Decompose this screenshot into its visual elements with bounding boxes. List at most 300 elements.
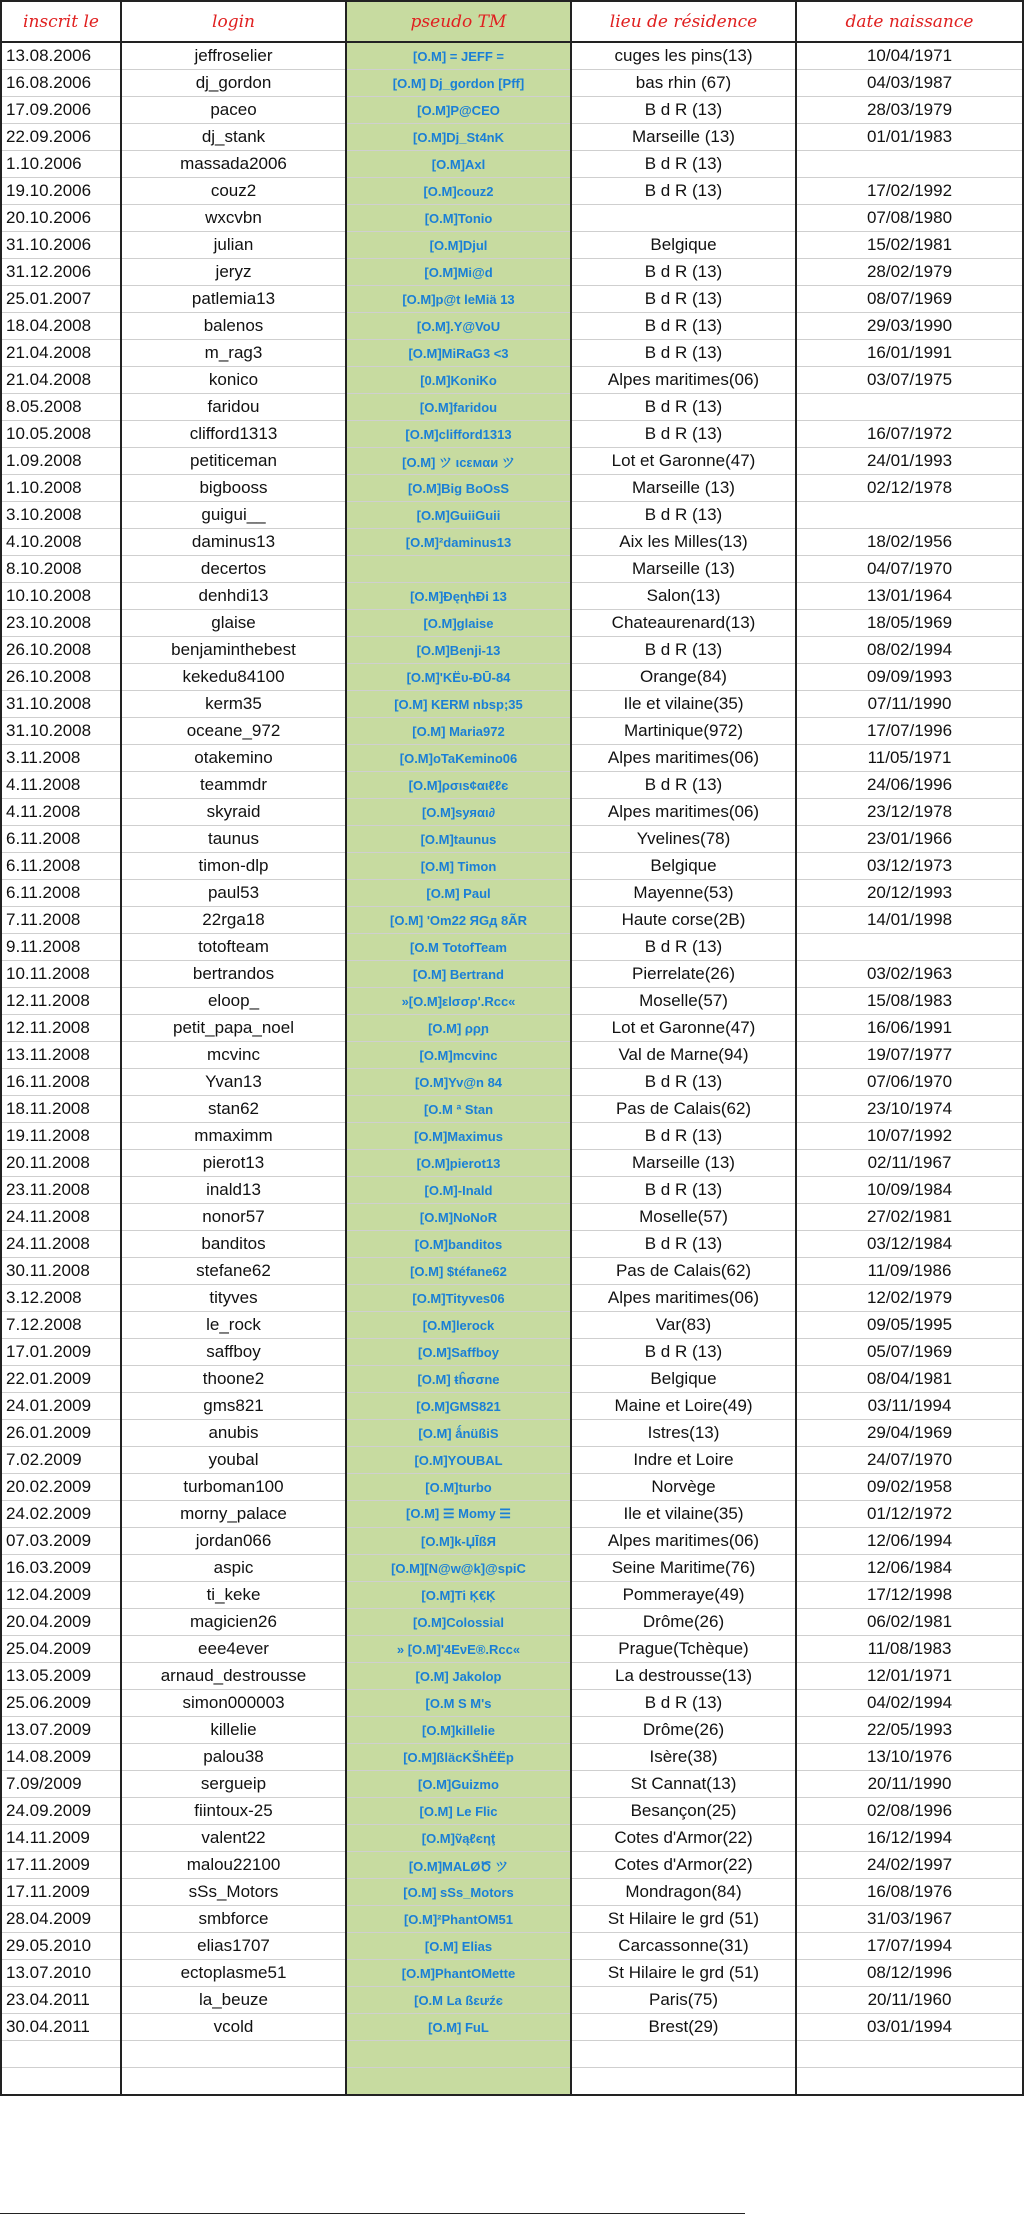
cell-pseudo-tm: [O.M]ĐęɳhĐi 13: [346, 583, 571, 610]
cell-pseudo-tm: [O.M] Maria972: [346, 718, 571, 745]
table-row: [1, 1717, 1023, 1744]
cell-pseudo-tm: [O.M]Djul: [346, 232, 571, 259]
cell-lieu-residence: Drôme(26): [571, 1717, 796, 1744]
table-row: [1, 1447, 1023, 1474]
cell-login: saffboy: [121, 1339, 346, 1366]
cell-lieu-residence: Belgique: [571, 232, 796, 259]
cell-pseudo-tm: [O.M] $téfane62: [346, 1258, 571, 1285]
cell-pseudo-tm: [O.M]²daminus13: [346, 529, 571, 556]
cell-lieu-residence: Ile et vilaine(35): [571, 1501, 796, 1528]
cell-pseudo-tm: [O.M] ツ ιcεмαи ツ: [346, 448, 571, 475]
cell-pseudo-tm: [O.M] ρρɲ: [346, 1015, 571, 1042]
cell-inscrit-le: 22.01.2009: [1, 1366, 121, 1393]
cell-date-naissance: 04/07/1970: [796, 556, 1023, 583]
table-row: [1, 1231, 1023, 1258]
table-row: [1, 1555, 1023, 1582]
cell-date-naissance: 15/02/1981: [796, 232, 1023, 259]
cell-login: dj_gordon: [121, 70, 346, 97]
cell-lieu-residence: Moselle(57): [571, 988, 796, 1015]
cell-date-naissance: [796, 502, 1023, 529]
cell-date-naissance: 11/08/1983: [796, 1636, 1023, 1663]
cell-login: kerm35: [121, 691, 346, 718]
table-row: [1, 1609, 1023, 1636]
table-row: [1, 907, 1023, 934]
cell-inscrit-le: 8.10.2008: [1, 556, 121, 583]
cell-inscrit-le: 23.04.2011: [1, 1987, 121, 2014]
table-row: [1, 1825, 1023, 1852]
table-row: [1, 826, 1023, 853]
table-row: [1, 772, 1023, 799]
cell-date-naissance: 04/02/1994: [796, 1690, 1023, 1717]
cell-pseudo-tm: [O.M]Mi@d: [346, 259, 571, 286]
cell-inscrit-le: 1.10.2008: [1, 475, 121, 502]
cell-login: totofteam: [121, 934, 346, 961]
table-row: [1, 1258, 1023, 1285]
cell-login: decertos: [121, 556, 346, 583]
cell-inscrit-le: 19.11.2008: [1, 1123, 121, 1150]
cell-date-naissance: 03/12/1973: [796, 853, 1023, 880]
cell-inscrit-le: 3.11.2008: [1, 745, 121, 772]
cell-lieu-residence: bas rhin (67): [571, 70, 796, 97]
empty-cell: [346, 2041, 571, 2068]
table-row: [1, 1096, 1023, 1123]
cell-login: petit_papa_noel: [121, 1015, 346, 1042]
cell-login: eee4ever: [121, 1636, 346, 1663]
cell-inscrit-le: 18.04.2008: [1, 313, 121, 340]
table-row: [1, 1042, 1023, 1069]
cell-pseudo-tm: [O.M]Saffboy: [346, 1339, 571, 1366]
cell-lieu-residence: Alpes maritimes(06): [571, 1528, 796, 1555]
cell-inscrit-le: 25.04.2009: [1, 1636, 121, 1663]
cell-date-naissance: 19/07/1977: [796, 1042, 1023, 1069]
table-row: [1, 934, 1023, 961]
header-date-naissance: date naissance: [796, 1, 1023, 42]
cell-inscrit-le: 24.09.2009: [1, 1798, 121, 1825]
table-body: [1, 42, 1023, 2095]
cell-lieu-residence: Marseille (13): [571, 124, 796, 151]
cell-pseudo-tm: [346, 556, 571, 583]
table-row: [1, 1015, 1023, 1042]
cell-inscrit-le: 12.11.2008: [1, 1015, 121, 1042]
cell-inscrit-le: 17.11.2009: [1, 1852, 121, 1879]
cell-lieu-residence: Prague(Tchèque): [571, 1636, 796, 1663]
cell-login: bigbooss: [121, 475, 346, 502]
cell-pseudo-tm: [O.M]clifford1313: [346, 421, 571, 448]
cell-date-naissance: 28/03/1979: [796, 97, 1023, 124]
table-row: [1, 259, 1023, 286]
cell-inscrit-le: 3.12.2008: [1, 1285, 121, 1312]
cell-inscrit-le: 26.10.2008: [1, 637, 121, 664]
cell-date-naissance: 10/04/1971: [796, 42, 1023, 70]
cell-lieu-residence: Lot et Garonne(47): [571, 448, 796, 475]
cell-inscrit-le: 13.07.2010: [1, 1960, 121, 1987]
table-row: [1, 988, 1023, 1015]
cell-date-naissance: 13/10/1976: [796, 1744, 1023, 1771]
cell-inscrit-le: 7.02.2009: [1, 1447, 121, 1474]
cell-date-naissance: 18/05/1969: [796, 610, 1023, 637]
cell-pseudo-tm: [O.M]glaise: [346, 610, 571, 637]
cell-inscrit-le: 3.10.2008: [1, 502, 121, 529]
cell-lieu-residence: Marseille (13): [571, 1150, 796, 1177]
table-row: [1, 745, 1023, 772]
cell-lieu-residence: B d R (13): [571, 97, 796, 124]
cell-pseudo-tm: [O.M] Paul: [346, 880, 571, 907]
cell-login: eloop_: [121, 988, 346, 1015]
cell-login: otakemino: [121, 745, 346, 772]
cell-inscrit-le: 17.01.2009: [1, 1339, 121, 1366]
cell-lieu-residence: Norvège: [571, 1474, 796, 1501]
cell-lieu-residence: Pierrelate(26): [571, 961, 796, 988]
cell-login: Yvan13: [121, 1069, 346, 1096]
cell-inscrit-le: 31.10.2008: [1, 691, 121, 718]
cell-login: couz2: [121, 178, 346, 205]
cell-login: le_rock: [121, 1312, 346, 1339]
cell-lieu-residence: Isère(38): [571, 1744, 796, 1771]
cell-pseudo-tm: [O.M]ßläcKŠhЁЁp: [346, 1744, 571, 1771]
cell-date-naissance: 15/08/1983: [796, 988, 1023, 1015]
cell-inscrit-le: 9.11.2008: [1, 934, 121, 961]
table-row: [1, 529, 1023, 556]
cell-lieu-residence: Ile et vilaine(35): [571, 691, 796, 718]
cell-date-naissance: 07/06/1970: [796, 1069, 1023, 1096]
empty-cell: [796, 2068, 1023, 2096]
table-row: [1, 1771, 1023, 1798]
cell-inscrit-le: 25.01.2007: [1, 286, 121, 313]
cell-date-naissance: 03/07/1975: [796, 367, 1023, 394]
table-row: [1, 1312, 1023, 1339]
cell-login: petiticeman: [121, 448, 346, 475]
cell-login: taunus: [121, 826, 346, 853]
cell-pseudo-tm: [O.M]Guizmo: [346, 1771, 571, 1798]
cell-date-naissance: [796, 934, 1023, 961]
cell-login: pierot13: [121, 1150, 346, 1177]
empty-row: [1, 2041, 1023, 2068]
cell-login: ectoplasme51: [121, 1960, 346, 1987]
cell-inscrit-le: 12.04.2009: [1, 1582, 121, 1609]
table-row: [1, 1636, 1023, 1663]
cell-pseudo-tm: [O.M]Benji-13: [346, 637, 571, 664]
table-row: [1, 1339, 1023, 1366]
cell-login: konico: [121, 367, 346, 394]
cell-date-naissance: 08/12/1996: [796, 1960, 1023, 1987]
cell-date-naissance: 20/12/1993: [796, 880, 1023, 907]
cell-date-naissance: 11/09/1986: [796, 1258, 1023, 1285]
cell-inscrit-le: 8.05.2008: [1, 394, 121, 421]
cell-login: youbal: [121, 1447, 346, 1474]
cell-pseudo-tm: [O.M]ρσιѕ¢αιℓℓє: [346, 772, 571, 799]
cell-pseudo-tm: » [O.M]'4ЕνЕ®.Rcc«: [346, 1636, 571, 1663]
cell-lieu-residence: B d R (13): [571, 934, 796, 961]
cell-date-naissance: 23/10/1974: [796, 1096, 1023, 1123]
cell-date-naissance: 11/05/1971: [796, 745, 1023, 772]
cell-lieu-residence: B d R (13): [571, 1069, 796, 1096]
cell-date-naissance: 23/12/1978: [796, 799, 1023, 826]
cell-lieu-residence: Alpes maritimes(06): [571, 799, 796, 826]
cell-pseudo-tm: [O.M]killelie: [346, 1717, 571, 1744]
cell-date-naissance: 22/05/1993: [796, 1717, 1023, 1744]
cell-date-naissance: 29/04/1969: [796, 1420, 1023, 1447]
cell-date-naissance: [796, 394, 1023, 421]
cell-lieu-residence: B d R (13): [571, 1690, 796, 1717]
cell-login: skyraid: [121, 799, 346, 826]
cell-date-naissance: 03/11/1994: [796, 1393, 1023, 1420]
cell-lieu-residence: St Hilaire le grd (51): [571, 1960, 796, 1987]
table-row: [1, 1204, 1023, 1231]
cell-lieu-residence: B d R (13): [571, 340, 796, 367]
table-row: [1, 1285, 1023, 1312]
table-row: [1, 583, 1023, 610]
header-login: login: [121, 1, 346, 42]
table-row: [1, 502, 1023, 529]
cell-date-naissance: 12/06/1984: [796, 1555, 1023, 1582]
cell-login: turboman100: [121, 1474, 346, 1501]
cell-lieu-residence: Belgique: [571, 1366, 796, 1393]
cell-inscrit-le: 13.07.2009: [1, 1717, 121, 1744]
cell-login: patlemia13: [121, 286, 346, 313]
cell-login: inald13: [121, 1177, 346, 1204]
cell-lieu-residence: B d R (13): [571, 286, 796, 313]
cell-pseudo-tm: [O.M] Jakolop: [346, 1663, 571, 1690]
table-row: [1, 421, 1023, 448]
cell-lieu-residence: Alpes maritimes(06): [571, 745, 796, 772]
table-row: [1, 1123, 1023, 1150]
cell-inscrit-le: 6.11.2008: [1, 826, 121, 853]
cell-inscrit-le: 13.11.2008: [1, 1042, 121, 1069]
cell-pseudo-tm: [O.M]-Inald: [346, 1177, 571, 1204]
cell-login: banditos: [121, 1231, 346, 1258]
cell-login: julian: [121, 232, 346, 259]
cell-lieu-residence: Yvelines(78): [571, 826, 796, 853]
cell-date-naissance: 10/09/1984: [796, 1177, 1023, 1204]
cell-inscrit-le: 7.09/2009: [1, 1771, 121, 1798]
cell-lieu-residence: Val de Marne(94): [571, 1042, 796, 1069]
cell-login: paul53: [121, 880, 346, 907]
cell-login: palou38: [121, 1744, 346, 1771]
cell-date-naissance: 17/07/1994: [796, 1933, 1023, 1960]
table-row: [1, 367, 1023, 394]
table-row: [1, 1798, 1023, 1825]
cell-pseudo-tm: [O.M]lerock: [346, 1312, 571, 1339]
cell-date-naissance: 09/02/1958: [796, 1474, 1023, 1501]
cell-login: glaise: [121, 610, 346, 637]
cell-pseudo-tm: [O.M]Yv@n 84: [346, 1069, 571, 1096]
cell-date-naissance: 24/07/1970: [796, 1447, 1023, 1474]
cell-date-naissance: [796, 151, 1023, 178]
cell-login: paceo: [121, 97, 346, 124]
cell-pseudo-tm: [O.M]GuiiGuii: [346, 502, 571, 529]
cell-login: balenos: [121, 313, 346, 340]
cell-date-naissance: 29/03/1990: [796, 313, 1023, 340]
cell-pseudo-tm: [O.M].Y@VoU: [346, 313, 571, 340]
cell-pseudo-tm: [O.M]turbo: [346, 1474, 571, 1501]
table-row: [1, 205, 1023, 232]
cell-lieu-residence: Lot et Garonne(47): [571, 1015, 796, 1042]
cell-inscrit-le: 29.05.2010: [1, 1933, 121, 1960]
cell-pseudo-tm: [O.M] sSs_Motors: [346, 1879, 571, 1906]
cell-login: morny_palace: [121, 1501, 346, 1528]
cell-lieu-residence: B d R (13): [571, 502, 796, 529]
cell-pseudo-tm: [O.M]MiRaG3 <3: [346, 340, 571, 367]
cell-lieu-residence: La destrousse(13): [571, 1663, 796, 1690]
cell-date-naissance: 10/07/1992: [796, 1123, 1023, 1150]
cell-login: jordan066: [121, 1528, 346, 1555]
table-row: [1, 718, 1023, 745]
cell-lieu-residence: Pas de Calais(62): [571, 1258, 796, 1285]
cell-date-naissance: 31/03/1967: [796, 1906, 1023, 1933]
cell-inscrit-le: 17.09.2006: [1, 97, 121, 124]
cell-pseudo-tm: [O.M]GMS821: [346, 1393, 571, 1420]
table-row: [1, 664, 1023, 691]
cell-date-naissance: 17/07/1996: [796, 718, 1023, 745]
cell-date-naissance: 16/01/1991: [796, 340, 1023, 367]
cell-login: gms821: [121, 1393, 346, 1420]
cell-login: tityves: [121, 1285, 346, 1312]
cell-login: malou22100: [121, 1852, 346, 1879]
cell-lieu-residence: B d R (13): [571, 151, 796, 178]
table-row: [1, 1879, 1023, 1906]
cell-inscrit-le: 18.11.2008: [1, 1096, 121, 1123]
cell-pseudo-tm: [O.M La ßɛưźє: [346, 1987, 571, 2014]
cell-login: 22rga18: [121, 907, 346, 934]
cell-lieu-residence: B d R (13): [571, 772, 796, 799]
table-row: [1, 1960, 1023, 1987]
cell-pseudo-tm: [O.M]ѕуяαι∂: [346, 799, 571, 826]
cell-lieu-residence: B d R (13): [571, 1177, 796, 1204]
cell-login: nonor57: [121, 1204, 346, 1231]
cell-inscrit-le: 7.11.2008: [1, 907, 121, 934]
cell-login: jeryz: [121, 259, 346, 286]
cell-inscrit-le: 7.12.2008: [1, 1312, 121, 1339]
cell-login: guigui__: [121, 502, 346, 529]
table-row: [1, 70, 1023, 97]
cell-inscrit-le: 1.09.2008: [1, 448, 121, 475]
cell-lieu-residence: Mondragon(84): [571, 1879, 796, 1906]
cell-date-naissance: 12/01/1971: [796, 1663, 1023, 1690]
cell-date-naissance: 27/02/1981: [796, 1204, 1023, 1231]
cell-inscrit-le: 31.12.2006: [1, 259, 121, 286]
cell-date-naissance: 08/02/1994: [796, 637, 1023, 664]
cell-login: vcold: [121, 2014, 346, 2041]
cell-login: stan62: [121, 1096, 346, 1123]
cell-date-naissance: 23/01/1966: [796, 826, 1023, 853]
cell-pseudo-tm: [O.M] Bertrand: [346, 961, 571, 988]
cell-inscrit-le: 19.10.2006: [1, 178, 121, 205]
table-row: [1, 313, 1023, 340]
cell-lieu-residence: Besançon(25): [571, 1798, 796, 1825]
cell-date-naissance: 20/11/1990: [796, 1771, 1023, 1798]
table-row: [1, 1420, 1023, 1447]
header-pseudo-tm: pseudo TM: [346, 1, 571, 42]
table-row: [1, 556, 1023, 583]
cell-lieu-residence: B d R (13): [571, 394, 796, 421]
cell-date-naissance: 24/06/1996: [796, 772, 1023, 799]
cell-lieu-residence: Paris(75): [571, 1987, 796, 2014]
cell-pseudo-tm: [O.M]YOUBAL: [346, 1447, 571, 1474]
cell-date-naissance: 02/12/1978: [796, 475, 1023, 502]
cell-date-naissance: 28/02/1979: [796, 259, 1023, 286]
cell-pseudo-tm: [O.M]k-ЏĪßЯ: [346, 1528, 571, 1555]
cell-lieu-residence: Cotes d'Armor(22): [571, 1825, 796, 1852]
cell-inscrit-le: 4.11.2008: [1, 799, 121, 826]
cell-pseudo-tm: [O.M] ☰ Momy ☰: [346, 1501, 571, 1528]
cell-inscrit-le: 20.02.2009: [1, 1474, 121, 1501]
cell-pseudo-tm: [O.M] Dj_gordon [Pff]: [346, 70, 571, 97]
cell-login: stefane62: [121, 1258, 346, 1285]
cell-lieu-residence: Moselle(57): [571, 1204, 796, 1231]
cell-pseudo-tm: [O.M] FuL: [346, 2014, 571, 2041]
cell-lieu-residence: Aix les Milles(13): [571, 529, 796, 556]
cell-date-naissance: 07/11/1990: [796, 691, 1023, 718]
cell-lieu-residence: Pommeraye(49): [571, 1582, 796, 1609]
cell-lieu-residence: B d R (13): [571, 637, 796, 664]
empty-cell: [571, 2068, 796, 2096]
header-inscrit-le: inscrit le: [1, 1, 121, 42]
table-row: [1, 2014, 1023, 2041]
cell-inscrit-le: 16.08.2006: [1, 70, 121, 97]
cell-inscrit-le: 13.05.2009: [1, 1663, 121, 1690]
cell-inscrit-le: 16.03.2009: [1, 1555, 121, 1582]
table-row: [1, 1501, 1023, 1528]
table-row: [1, 1474, 1023, 1501]
cell-login: kekedu84100: [121, 664, 346, 691]
cell-date-naissance: 07/08/1980: [796, 205, 1023, 232]
cell-login: magicien26: [121, 1609, 346, 1636]
cell-login: smbforce: [121, 1906, 346, 1933]
table-row: [1, 961, 1023, 988]
cell-pseudo-tm: [O.M]banditos: [346, 1231, 571, 1258]
table-row: [1, 340, 1023, 367]
cell-inscrit-le: 10.05.2008: [1, 421, 121, 448]
cell-inscrit-le: 4.11.2008: [1, 772, 121, 799]
cell-inscrit-le: 14.11.2009: [1, 1825, 121, 1852]
cell-lieu-residence: B d R (13): [571, 1123, 796, 1150]
cell-inscrit-le: 30.11.2008: [1, 1258, 121, 1285]
cell-inscrit-le: 25.06.2009: [1, 1690, 121, 1717]
cell-date-naissance: 18/02/1956: [796, 529, 1023, 556]
table-header: [1, 1, 1023, 42]
cell-inscrit-le: 21.04.2008: [1, 340, 121, 367]
cell-inscrit-le: 12.11.2008: [1, 988, 121, 1015]
cell-pseudo-tm: [O.M ª Stan: [346, 1096, 571, 1123]
cell-pseudo-tm: [O.M] ǻnüßiS: [346, 1420, 571, 1447]
cell-lieu-residence: Martinique(972): [571, 718, 796, 745]
cell-inscrit-le: 10.10.2008: [1, 583, 121, 610]
cell-lieu-residence: Maine et Loire(49): [571, 1393, 796, 1420]
table-row: [1, 1393, 1023, 1420]
table-row: [1, 1663, 1023, 1690]
cell-inscrit-le: 07.03.2009: [1, 1528, 121, 1555]
cell-pseudo-tm: [O.M]ṽąℓєηţ: [346, 1825, 571, 1852]
cell-date-naissance: 01/12/1972: [796, 1501, 1023, 1528]
cell-date-naissance: 16/07/1972: [796, 421, 1023, 448]
cell-date-naissance: 03/01/1994: [796, 2014, 1023, 2041]
cell-login: sSs_Motors: [121, 1879, 346, 1906]
cell-inscrit-le: 21.04.2008: [1, 367, 121, 394]
cell-pseudo-tm: [O.M] Elias: [346, 1933, 571, 1960]
cell-lieu-residence: B d R (13): [571, 178, 796, 205]
cell-inscrit-le: 4.10.2008: [1, 529, 121, 556]
cell-lieu-residence: Haute corse(2B): [571, 907, 796, 934]
cell-lieu-residence: Istres(13): [571, 1420, 796, 1447]
cell-date-naissance: 05/07/1969: [796, 1339, 1023, 1366]
cell-lieu-residence: Carcassonne(31): [571, 1933, 796, 1960]
cell-inscrit-le: 24.02.2009: [1, 1501, 121, 1528]
cell-date-naissance: 02/08/1996: [796, 1798, 1023, 1825]
cell-lieu-residence: B d R (13): [571, 259, 796, 286]
cell-lieu-residence: Marseille (13): [571, 475, 796, 502]
table-row: [1, 286, 1023, 313]
cell-date-naissance: 16/12/1994: [796, 1825, 1023, 1852]
